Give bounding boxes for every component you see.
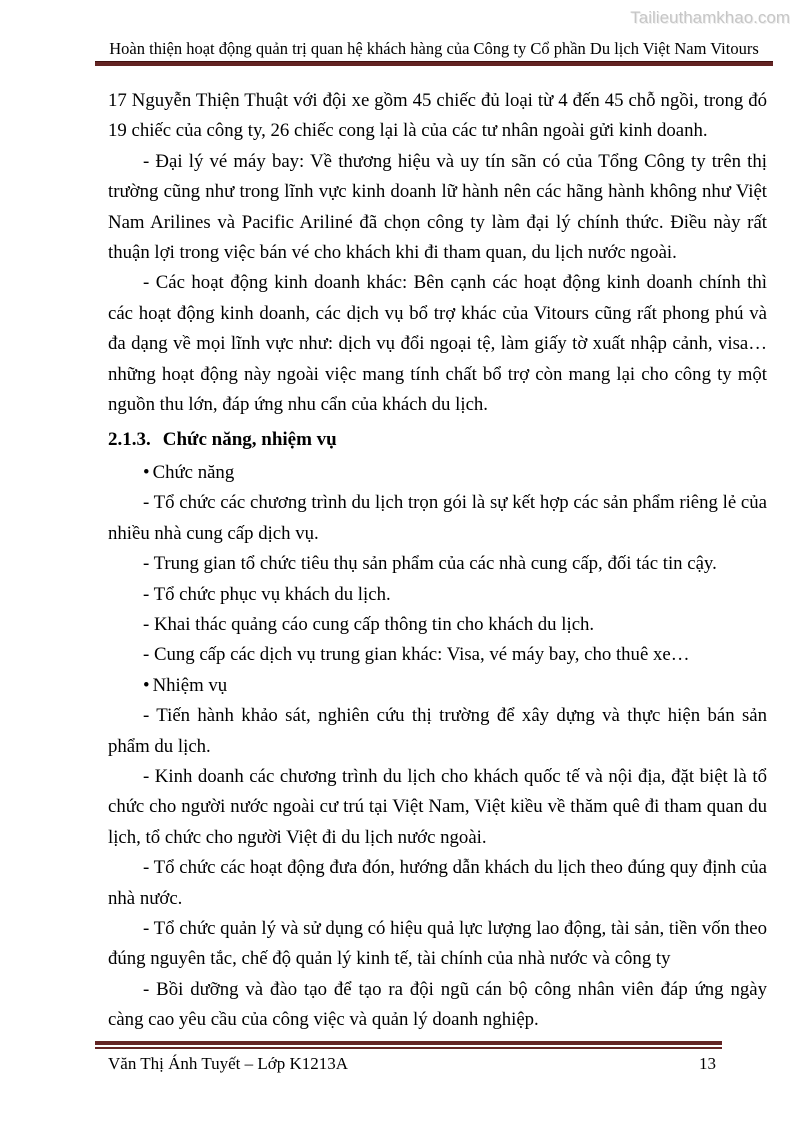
paragraph: - Kinh doanh các chương trình du lịch cho khách quốc tế và nội địa, đặt biệt là tổ chức cho người nước ngoài cư trú tại Việt Nam, Việt kiều về thăm quê đi tham quan du lịch, tổ chức cho người Việt đi du lịch nước ngoài. [108, 765, 767, 848]
paragraph: - Tổ chức quản lý và sử dụng có hiệu quả lực lượng lao động, tài sản, tiền vốn theo đúng nguyên tắc, chế độ quản lý kinh tế, tài chính của nhà nước và công ty [108, 917, 767, 970]
paragraph: - Tổ chức phục vụ khách du lịch. [143, 583, 391, 605]
paragraph: - Các hoạt động kinh doanh khác: Bên cạnh các hoạt động kinh doanh chính thì các hoạt động kinh doanh, các dịch vụ bổ trợ khác của Vitours cũng rất phong phú và đa dạng về mọi lĩnh vực như: dịch vụ đổi ngoại tệ, làm giấy tờ xuất nhập cảnh, visa…những hoạt động này ngoài việc mang tính chất bổ trợ còn mang lại cho công ty một nguồn thu lớn, đáp ứng nhu cẩn của khách du lịch. [108, 272, 767, 416]
paragraph: - Tiến hành khảo sát, nghiên cứu thị trường để xây dựng và thực hiện bán sản phẩm du lịch. [108, 705, 767, 757]
section-heading [108, 425, 767, 455]
document-body [108, 86, 767, 1036]
bullet-label: Nhiệm vụ [152, 674, 228, 696]
page-number: 13 [699, 1054, 716, 1073]
paragraph: - Tổ chức các hoạt động đưa đón, hướng dẫn khách du lịch theo đúng quy định của nhà nước. [108, 857, 767, 909]
footer-rule [95, 1041, 722, 1049]
header-rule [95, 61, 773, 66]
bullet-item [108, 458, 767, 488]
section-number: 2.1.3. [108, 429, 151, 451]
bullet-icon: • [143, 674, 150, 696]
footer-rule-thick [95, 1041, 722, 1045]
paragraph: - Tổ chức các chương trình du lịch trọn gói là sự kết hợp các sản phẩm riêng lẻ của nhiều nhà cung cấp dịch vụ. [108, 492, 767, 544]
bullet-item [108, 671, 767, 701]
running-head-title: Hoàn thiện hoạt động quản trị quan hệ khách hàng của Công ty Cổ phần Du lịch Việt Nam Vitours [109, 39, 759, 58]
watermark-text: Tailieuthamkhao.com [630, 8, 790, 27]
paragraph: - Đại lý vé máy bay: Về thương hiệu và uy tín sãn có của Tổng Công ty trên thị trường cũng như trong lĩnh vực kinh doanh lữ hành nên các hãng hành không như Việt Nam Arilines và Pacific Ariliné đã chọn công ty làm đại lý chính thức. Điều này rất thuận lợi trong việc bán vé cho khách khi đi tham quan, du lịch nước ngoài. [108, 150, 767, 264]
footer-row [95, 1049, 722, 1075]
section-title: Chức năng, nhiệm vụ [162, 429, 337, 451]
bullet-icon: • [143, 461, 150, 483]
paragraph: - Khai thác quảng cáo cung cấp thông tin cho khách du lịch. [143, 613, 595, 635]
paragraph: - Cung cấp các dịch vụ trung gian khác: Visa, vé máy bay, cho thuê xe… [143, 644, 690, 666]
bullet-label: Chức năng [152, 461, 235, 483]
page-footer [95, 1041, 722, 1075]
paragraph: - Trung gian tổ chức tiêu thụ sản phẩm của các nhà cung cấp, đối tác tin cậy. [143, 553, 717, 575]
page-header [95, 39, 773, 66]
footer-author: Văn Thị Ánh Tuyết – Lớp K1213A [108, 1054, 349, 1073]
paragraph: 17 Nguyễn Thiện Thuật với đội xe gồm 45 chiếc đủ loại từ 4 đến 45 chỗ ngồi, trong đó 19 chiếc của công ty, 26 chiếc cong lại là của các tư nhân ngoài gửi kinh doanh. [108, 90, 767, 142]
paragraph: - Bồi dưỡng và đào tạo để tạo ra đội ngũ cán bộ công nhân viên đáp ứng ngày càng cao yêu cầu của công việc và quản lý doanh nghiệp. [108, 978, 767, 1031]
